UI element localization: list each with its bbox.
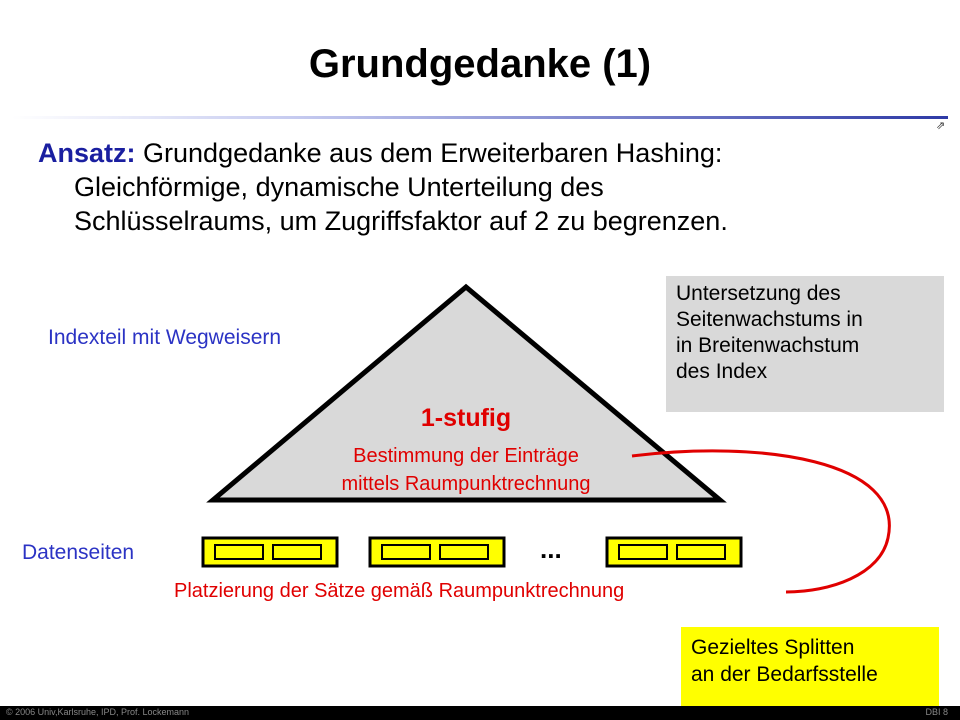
footer-copyright: © 2006 Univ,Karlsruhe, IPD, Prof. Lockemann — [6, 707, 190, 717]
body-keyword: Ansatz: — [38, 138, 136, 168]
data-pages-label: Datenseiten — [22, 541, 135, 564]
note-gray-line: des Index — [676, 360, 768, 383]
body-line-1-text: Grundgedanke aus dem Erweiterbaren Hashing: — [143, 138, 723, 168]
note-gray-line: Untersetzung des — [676, 282, 841, 305]
slide-number-icon: ⇗ — [936, 120, 946, 132]
body-line-2: Gleichförmige, dynamische Unterteilung des — [74, 172, 604, 202]
entry-determination-text — [296, 442, 636, 498]
ellipsis: ... — [540, 534, 562, 564]
note-yellow-line: Gezieltes Splitten — [691, 636, 855, 659]
placement-label: Platzierung der Sätze gemäß Raumpunktrechnung — [174, 580, 625, 602]
note-gray-line: in Breitenwachstum — [676, 334, 860, 357]
entry-line-1: Bestimmung der Einträge — [353, 445, 579, 467]
note-gray-line: Seitenwachstums in — [676, 308, 863, 331]
note-yellow — [681, 627, 939, 707]
body-line-3: Schlüsselraums, um Zugriffsfaktor auf 2 zu begrenzen. — [74, 206, 728, 236]
note-gray — [666, 276, 944, 412]
note-yellow-line: an der Bedarfsstelle — [691, 663, 878, 686]
footer-page-number: DBI 8 — [925, 707, 948, 717]
level-label: 1-stufig — [420, 404, 512, 432]
entry-line-2: mittels Raumpunktrechnung — [341, 473, 591, 495]
index-label: Indexteil mit Wegweisern — [48, 326, 282, 349]
slide-title: Grundgedanke (1) — [308, 42, 652, 86]
data-page-3 — [607, 538, 741, 566]
data-page-1 — [203, 538, 337, 566]
data-page-2 — [370, 538, 504, 566]
